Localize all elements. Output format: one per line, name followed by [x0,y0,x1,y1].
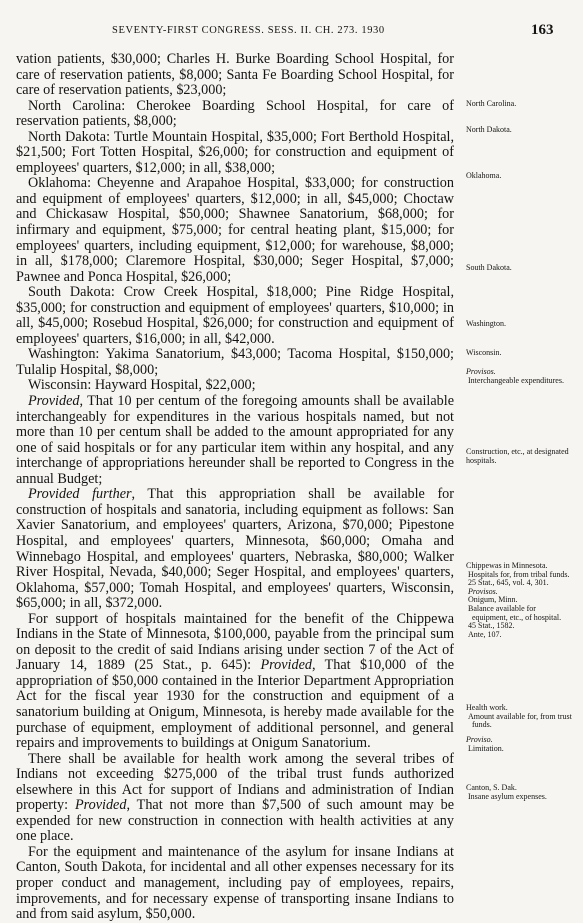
running-header [0,22,583,42]
margin-note-line: Proviso. [466,735,493,744]
paragraph [16,176,454,285]
margin-note-line: North Dakota. [466,125,512,134]
margin-note-line: Interchangeable expenditures. [468,375,564,385]
margin-note [466,320,572,329]
margin-note [466,349,572,358]
paragraph [16,845,454,923]
margin-note-line: Construction, etc., at designated hospitals. [466,447,569,465]
margin-note-line: Provisos. [468,586,498,596]
text-run: , That not more than $7,500 of such amount may be expended for new construction in connection with health activities at any one place. [16,797,454,845]
text-run: Oklahoma: Cheyenne and Arapahoe Hospital, $33,000; for construction and equipment of employees' quarters, $12,000; in all, $45,000; Choctaw and Chickasaw Hospital, $50,000; Shawnee Sanatorium, $68,000; for infirmary and equipment, $75,000; for central heating plant, $15,000; for employees' quarters, including equipment, $12,000; for warehouse, $8,000; in all, $178,000; Claremore Hospital, $30,000; Seger Hospital, $7,000; Pawnee and Ponca Hospital, $26,000; [16,175,454,285]
italic-text: Provided [74,797,127,814]
margin-note [466,100,572,109]
margin-note-line: South Dakota. [466,263,512,272]
margin-note-line: Amount available for, from trust funds. [468,711,572,730]
text-run: , That $10,000 of the appropriation of $50,000 contained in the Interior Department Appropriation Act for the fiscal year 1930 for the construction and equipment of a sanatorium building at Onigum, Minnesota, is hereby made available for the purchase of equipment, employment of additional personnel, and general repairs and improvements to buildings at Onigum Sanatorium. [16,657,454,752]
paragraph [16,52,454,99]
statute-text-column [16,52,454,923]
text-run: South Dakota: Crow Creek Hospital, $18,000; Pine Ridge Hospital, $35,000; for construction and equipment of employees' quarters, $10,000; in all, $45,000; Rosebud Hospital, $26,000; for construction and equipment of employees' quarters, $16,000; in all, $42,000. [16,284,454,347]
italic-text: Provided further [28,486,132,503]
italic-text: Provided [28,393,80,410]
text-run: North Carolina: Cherokee Boarding School Hospital, for care of reservation patients, $8,000; [16,97,454,130]
page-number: 163 [531,22,554,38]
margin-note [466,562,572,639]
paragraph [16,394,454,487]
margin-note [466,126,572,135]
paragraph [16,347,454,378]
margin-note-line: Ante, 107. [468,629,502,639]
italic-text: Provided [260,657,312,674]
text-run: , That this appropriation shall be available for construction of hospitals and sanatoria, including equipment as follows: San Xavier Sanatorium, and employees' quarters, Arizona, $70,000; Pipestone Hospital, and employees' quarters, Minnesota, $60,000; Omaha and Winnebago Hospital, and employees' quarters, Nebraska, $80,000; Walker River Hospital, Nevada, $40,000; Seger Hospital, and employees' quarters, Oklahoma, $57,000; Tomah Hospital, and employees' quarters, Wisconsin, $65,000; in all, $372,000. [16,486,454,612]
margin-note-line: Washington. [466,319,507,328]
text-run: Wisconsin: Hayward Hospital, $22,000; [28,377,256,394]
margin-note [466,704,572,730]
margin-note-line: North Carolina. [466,99,517,108]
margin-note-line: Provisos. [466,367,496,376]
margin-note [466,736,572,753]
paragraph [16,130,454,177]
paragraph [16,99,454,130]
margin-note-line: 25 Stat., 645, vol. 4, 301. [468,578,549,588]
margin-note [466,264,572,273]
margin-note [466,368,572,385]
paragraph [16,752,454,845]
margin-note [466,784,572,801]
margin-note-line: Hospitals for, from tribal funds. [468,569,570,579]
margin-note [466,172,572,181]
margin-note-line: Insane asylum expenses. [468,791,547,801]
margin-note-line: Chippewas in Minnesota. [466,561,548,570]
margin-note [466,448,572,465]
header-title: SEVENTY-FIRST CONGRESS. SESS. II. CH. 273. 1930 [112,25,385,36]
text-run: vation patients, $30,000; Charles H. Burke Boarding School Hospital, for care of reservation patients, $8,000; Santa Fe Boarding School Hospital, for care of reservation patients, $23,000; [16,51,454,99]
text-run: There shall be available for health work among the several tribes of Indians not exceeding $275,000 of the tribal trust funds authorized elsewhere in this Act for support of Indians and administration of Indian property: [16,750,454,814]
margin-note-line: Health work. [466,703,508,712]
margin-note-line: Onigum, Minn. [468,595,518,605]
text-run: Washington: Yakima Sanatorium, $43,000; Tacoma Hospital, $150,000; Tulalip Hospital, $8,000; [16,346,454,378]
margin-note-line: 45 Stat., 1582. [468,621,515,631]
margin-note-line: Canton, S. Dak. [466,783,517,792]
text-run: For the equipment and maintenance of the asylum for insane Indians at Canton, South Dakota, for incidental and all other expenses necessary for its proper conduct and management, including pay of employees, repairs, improvements, and for necessary expense of transporting insane Indians to and from said asylum, $50,000. [16,843,454,923]
text-run: For support of hospitals maintained for the benefit of the Chippewa Indians in the State of Minnesota, $100,000, payable from the principal sum on deposit to the credit of said Indians arising under section 7 of the Act of January 14, 1889 (25 Stat., p. 645): [16,610,454,674]
paragraph [16,378,454,394]
paragraph [16,612,454,752]
paragraph [16,285,454,347]
margin-note-line: Balance available for equipment, etc., of hospital. [468,603,562,622]
paragraph [16,487,454,611]
margin-note-line: Wisconsin. [466,348,502,357]
text-run: , That 10 per centum of the foregoing amounts shall be available interchangeably for expenditures in the various hospitals named, but not more than 10 per centum shall be added to the amount appropriated for any one of said hospitals or for any particular item within any hospital, and any interchange of appropriations hereunder shall be reported to Congress in the annual Budget; [16,393,454,487]
text-run: North Dakota: Turtle Mountain Hospital, $35,000; Fort Berthold Hospital, $21,500; Fort Totten Hospital, $26,000; for construction and equipment of employees' quarters, $12,000; in all, $38,000; [16,128,454,176]
margin-note-line: Limitation. [468,743,504,753]
margin-note-line: Oklahoma. [466,171,502,180]
